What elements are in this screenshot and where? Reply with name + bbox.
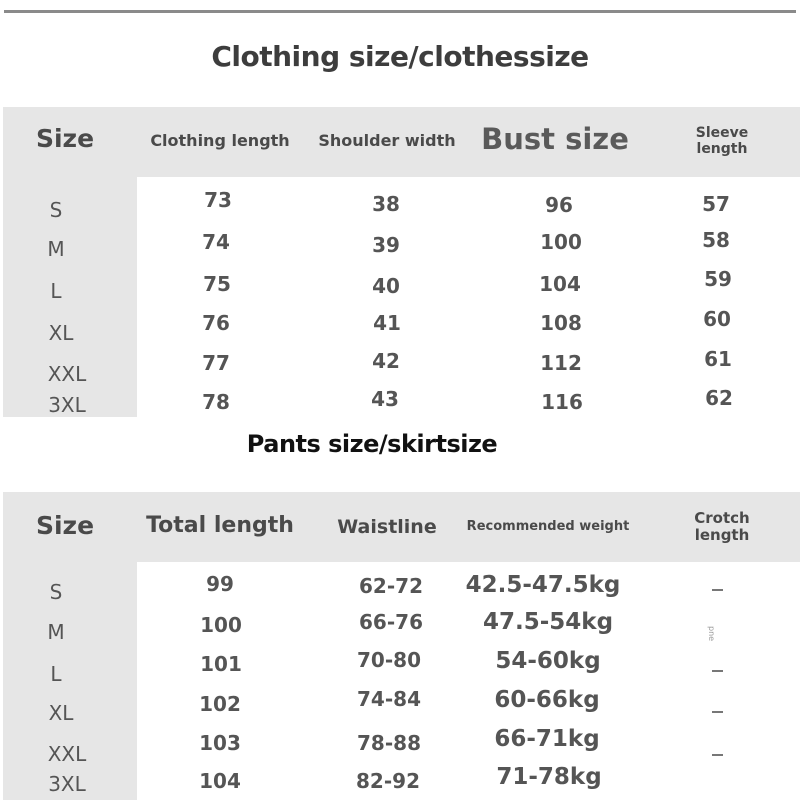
clothing-header-sleeve-line1: Sleeve: [695, 125, 749, 141]
clothing-header-length: Clothing length: [150, 131, 290, 150]
clothing-cell: 100: [540, 230, 582, 254]
clothing-cell: 78: [202, 390, 230, 414]
pants-crotch-dash: [712, 589, 723, 591]
pants-side-note: pne: [707, 626, 716, 642]
clothing-cell: 41: [373, 311, 401, 335]
pants-cell: 66-71kg: [494, 726, 600, 752]
pants-header-crotch-line2: length: [694, 526, 750, 544]
clothing-cell: 108: [540, 311, 582, 335]
pants-cell: 47.5-54kg: [482, 609, 614, 635]
pants-header-size: Size: [35, 511, 95, 540]
clothing-size-xl: XL: [48, 321, 74, 345]
pants-crotch-dash: [712, 670, 723, 672]
top-divider-line: [4, 10, 796, 13]
pants-cell: 99: [206, 572, 234, 596]
pants-cell: 78-88: [357, 731, 421, 755]
pants-cell: 104: [199, 769, 241, 793]
clothing-cell: 57: [702, 192, 730, 216]
pants-crotch-dash: [712, 711, 723, 713]
clothing-cell: 39: [372, 233, 400, 257]
pants-size-xl: XL: [48, 701, 74, 725]
pants-cell: 71-78kg: [496, 764, 602, 790]
clothing-cell: 62: [705, 386, 733, 410]
clothing-cell: 38: [372, 192, 400, 216]
pants-header-total-length: Total length: [146, 513, 294, 538]
clothing-cell: 61: [704, 347, 732, 371]
clothing-header-bust: Bust size: [481, 122, 629, 156]
clothing-size-m: M: [47, 237, 65, 261]
pants-cell: 42.5-47.5kg: [465, 572, 621, 598]
pants-header-weight: Recommended weight: [466, 519, 630, 534]
pants-size-s: S: [49, 580, 63, 604]
clothing-cell: 43: [371, 387, 399, 411]
pants-cell: 103: [199, 731, 241, 755]
clothing-cell: 74: [202, 230, 230, 254]
pants-header-waistline: Waistline: [337, 516, 437, 538]
pants-header-crotch-line1: Crotch: [694, 509, 750, 527]
clothing-cell: 112: [540, 351, 582, 375]
clothing-cell: 40: [372, 274, 400, 298]
pants-cell: 102: [199, 692, 241, 716]
pants-cell: 62-72: [359, 574, 423, 598]
pants-header-crotch: [694, 510, 749, 544]
pants-cell: 66-76: [359, 610, 423, 634]
clothing-cell: 59: [704, 267, 732, 291]
clothing-cell: 96: [545, 193, 573, 217]
pants-cell: 82-92: [356, 769, 420, 793]
clothing-header-sleeve-line2: length: [696, 141, 748, 157]
pants-cell: 100: [200, 613, 242, 637]
clothing-cell: 60: [703, 307, 731, 331]
clothing-cell: 42: [372, 349, 400, 373]
clothing-cell: 104: [539, 272, 581, 296]
pants-size-3xl: 3XL: [48, 772, 86, 796]
clothing-size-l: L: [50, 279, 62, 303]
pants-cell: 54-60kg: [495, 648, 601, 674]
clothing-size-3xl: 3XL: [48, 393, 86, 417]
clothing-cell: 58: [702, 228, 730, 252]
pants-cell: 60-66kg: [494, 687, 600, 713]
pants-cell: 70-80: [357, 648, 421, 672]
clothing-header-size: Size: [35, 124, 95, 153]
pants-cell: 74-84: [357, 687, 421, 711]
clothing-cell: 77: [202, 351, 230, 375]
clothing-cell: 75: [203, 272, 231, 296]
pants-size-l: L: [50, 662, 62, 686]
clothing-size-title: Clothing size/clothessize: [211, 40, 589, 73]
pants-size-title: Pants size/skirtsize: [246, 430, 498, 458]
pants-crotch-dash: [712, 754, 723, 756]
pants-size-xxl: XXL: [47, 742, 87, 766]
clothing-cell: 76: [202, 311, 230, 335]
pants-size-m: M: [47, 620, 65, 644]
clothing-cell: 73: [204, 188, 232, 212]
clothing-size-s: S: [49, 198, 63, 222]
clothing-header-sleeve: [696, 125, 749, 157]
clothing-size-xxl: XXL: [47, 362, 87, 386]
clothing-header-shoulder: Shoulder width: [318, 131, 456, 150]
pants-cell: 101: [200, 652, 242, 676]
clothing-cell: 116: [541, 390, 583, 414]
